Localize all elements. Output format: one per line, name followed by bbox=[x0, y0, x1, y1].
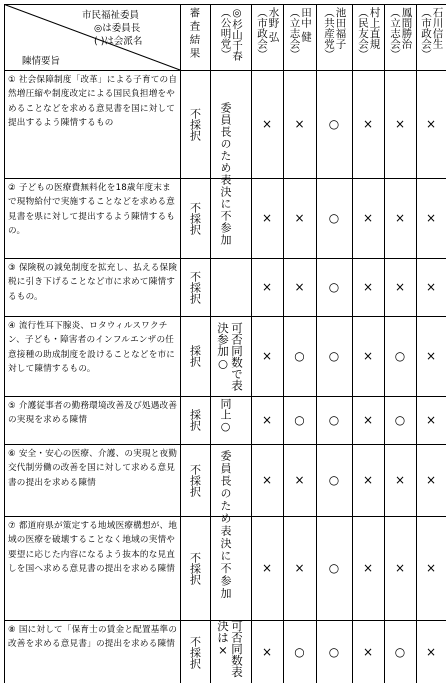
vote-reject: × bbox=[425, 645, 437, 659]
result-cell: 採択 bbox=[188, 345, 202, 367]
petition-text: ⑤ 介護従事者の勤務環境改善及び処遇改善の実現を求める陳情 bbox=[8, 401, 178, 426]
member-name: 鳳間勝治 bbox=[400, 7, 413, 49]
petition-text: ⑥ 安全・安心の医療、介護、の実現と夜勤交代制労働の改善を国に対して求める意見書の提出を求める陳情 bbox=[8, 449, 178, 488]
member-name: 水野 弘 bbox=[267, 7, 280, 42]
vote-approve: ○ bbox=[328, 645, 340, 659]
vote-reject: × bbox=[294, 473, 305, 487]
vote-reject: × bbox=[294, 561, 305, 575]
member-header bbox=[210, 4, 251, 70]
member-party: （公明党） bbox=[219, 7, 232, 60]
result-cell: 不採択 bbox=[188, 107, 202, 141]
chair-note-same: 同上○ bbox=[219, 398, 232, 433]
vote-reject: × bbox=[362, 561, 374, 575]
vote-reject: × bbox=[261, 473, 273, 487]
petition-text: ④ 流行性耳下腺炎、ロタウィルスワクチン、子ども・障害者のインフルエンザの任意接種の助成制度を設けることなどを市に対して陳情するもの。 bbox=[8, 321, 176, 374]
vote-approve: ○ bbox=[328, 117, 340, 131]
result-header bbox=[180, 4, 210, 70]
vote-approve: ○ bbox=[328, 280, 340, 294]
member-name: 石川信生 bbox=[431, 7, 444, 49]
vote-reject: × bbox=[261, 413, 273, 427]
result-cell: 不採択 bbox=[188, 635, 202, 669]
vote-reject: × bbox=[261, 645, 273, 659]
vote-approve: ○ bbox=[328, 349, 340, 363]
vote-reject: × bbox=[425, 561, 437, 575]
member-header bbox=[283, 4, 316, 70]
vote-approve: ○ bbox=[328, 473, 340, 487]
chair-note-tie-no: 可否同数表決は× bbox=[216, 620, 244, 678]
chair-note-abstain-2: 委員長のため表決に不参加 bbox=[219, 450, 232, 600]
result-cell: 不採択 bbox=[188, 201, 202, 235]
vote-reject: × bbox=[261, 211, 273, 225]
petition-text: ③ 保険税の減免制度を拡充し、払える保険税に引き下げることなど市に求めて陳情するもの。 bbox=[8, 263, 178, 302]
petition-text: ① 社会保障制度「改革」による子育ての自然増圧縮や制度改定による国民負担増をやめることなどを求める意見書を国に対して提出するよう陳情するもの bbox=[8, 75, 178, 128]
chair-note-tie-yes: 可否同数で表決参加○ bbox=[216, 322, 244, 391]
vote-reject: × bbox=[425, 413, 437, 427]
result-cell: 不採択 bbox=[188, 463, 202, 497]
petition-text: ⑦ 都道府県が策定する地域医療構想が、地域の医療を破壊することなく地域の実情や要望に応じた内容になるよう抜本的な見直しを国へ求める意見書の提出を求める陳情 bbox=[8, 521, 178, 574]
member-header bbox=[352, 4, 384, 70]
vote-reject: × bbox=[261, 349, 273, 363]
vote-approve: ○ bbox=[328, 413, 340, 427]
vote-reject: × bbox=[394, 473, 406, 487]
party-legend: ( )は会派名 bbox=[94, 36, 143, 47]
vote-reject: × bbox=[294, 117, 305, 131]
vote-reject: × bbox=[362, 211, 374, 225]
member-name: 村上直規 bbox=[368, 7, 381, 49]
vote-approve: ○ bbox=[394, 349, 406, 363]
result-cell: 不採択 bbox=[188, 551, 202, 585]
member-party: （立志会） bbox=[288, 7, 301, 60]
member-party: （市政会） bbox=[420, 7, 432, 60]
member-party: （市政会） bbox=[256, 7, 268, 60]
vote-reject: × bbox=[425, 117, 437, 131]
vote-reject: × bbox=[362, 473, 374, 487]
vote-reject: × bbox=[362, 117, 374, 131]
member-header bbox=[384, 4, 416, 70]
vote-reject: × bbox=[425, 211, 437, 225]
vote-reject: × bbox=[261, 561, 273, 575]
vote-approve: ○ bbox=[294, 645, 305, 659]
vote-reject: × bbox=[294, 211, 305, 225]
vote-reject: × bbox=[425, 473, 437, 487]
vote-reject: × bbox=[362, 645, 374, 659]
result-header-label: 審査結果 bbox=[188, 7, 201, 61]
vote-reject: × bbox=[294, 280, 305, 294]
committee-title: 市民福祉委員 bbox=[82, 10, 140, 21]
result-cell: 不採択 bbox=[188, 270, 202, 304]
vote-reject: × bbox=[394, 561, 406, 575]
vote-reject: × bbox=[394, 280, 406, 294]
vote-reject: × bbox=[425, 349, 437, 363]
result-cell: 採択 bbox=[188, 409, 202, 431]
chair-note-abstain-1: 委員長のため表決に不参加 bbox=[219, 102, 232, 246]
vote-approve: ○ bbox=[294, 349, 305, 363]
vote-approve: ○ bbox=[328, 561, 340, 575]
member-header bbox=[251, 4, 283, 70]
member-header bbox=[416, 4, 446, 70]
petition-text: ② 子どもの医療費無料化を18歳年度末まで現物給付で実施することなどを求める意見書を県に対して提出するよう陳情するもの。 bbox=[8, 183, 176, 236]
vote-reject: × bbox=[394, 211, 406, 225]
vote-approve: ○ bbox=[294, 413, 305, 427]
vote-reject: × bbox=[261, 117, 273, 131]
row-label: 陳情要旨 bbox=[22, 56, 61, 67]
vote-reject: × bbox=[261, 280, 273, 294]
member-name: 田中 健 bbox=[300, 7, 312, 42]
member-party: （立志会） bbox=[389, 7, 401, 60]
petition-text: ⑧ 国に対して「保育士の賃金と配置基準の改善を求める意見書」の提出を求める陳情 bbox=[8, 625, 178, 650]
vote-approve: ○ bbox=[328, 211, 340, 225]
vote-reject: × bbox=[425, 280, 437, 294]
vote-approve: ○ bbox=[394, 413, 406, 427]
vote-reject: × bbox=[362, 280, 374, 294]
vote-reject: × bbox=[362, 349, 374, 363]
chair-legend: ◎は委員長 bbox=[94, 23, 141, 34]
header-corner bbox=[4, 4, 180, 70]
vote-reject: × bbox=[362, 413, 374, 427]
vote-reject: × bbox=[394, 117, 406, 131]
member-header bbox=[316, 4, 352, 70]
member-party: （民友会） bbox=[357, 7, 369, 60]
vote-approve: ○ bbox=[394, 645, 406, 659]
member-name: ◎杉山千春 bbox=[231, 7, 243, 61]
member-name: 池田福子 bbox=[334, 7, 347, 49]
member-party: （共産党） bbox=[323, 7, 335, 60]
